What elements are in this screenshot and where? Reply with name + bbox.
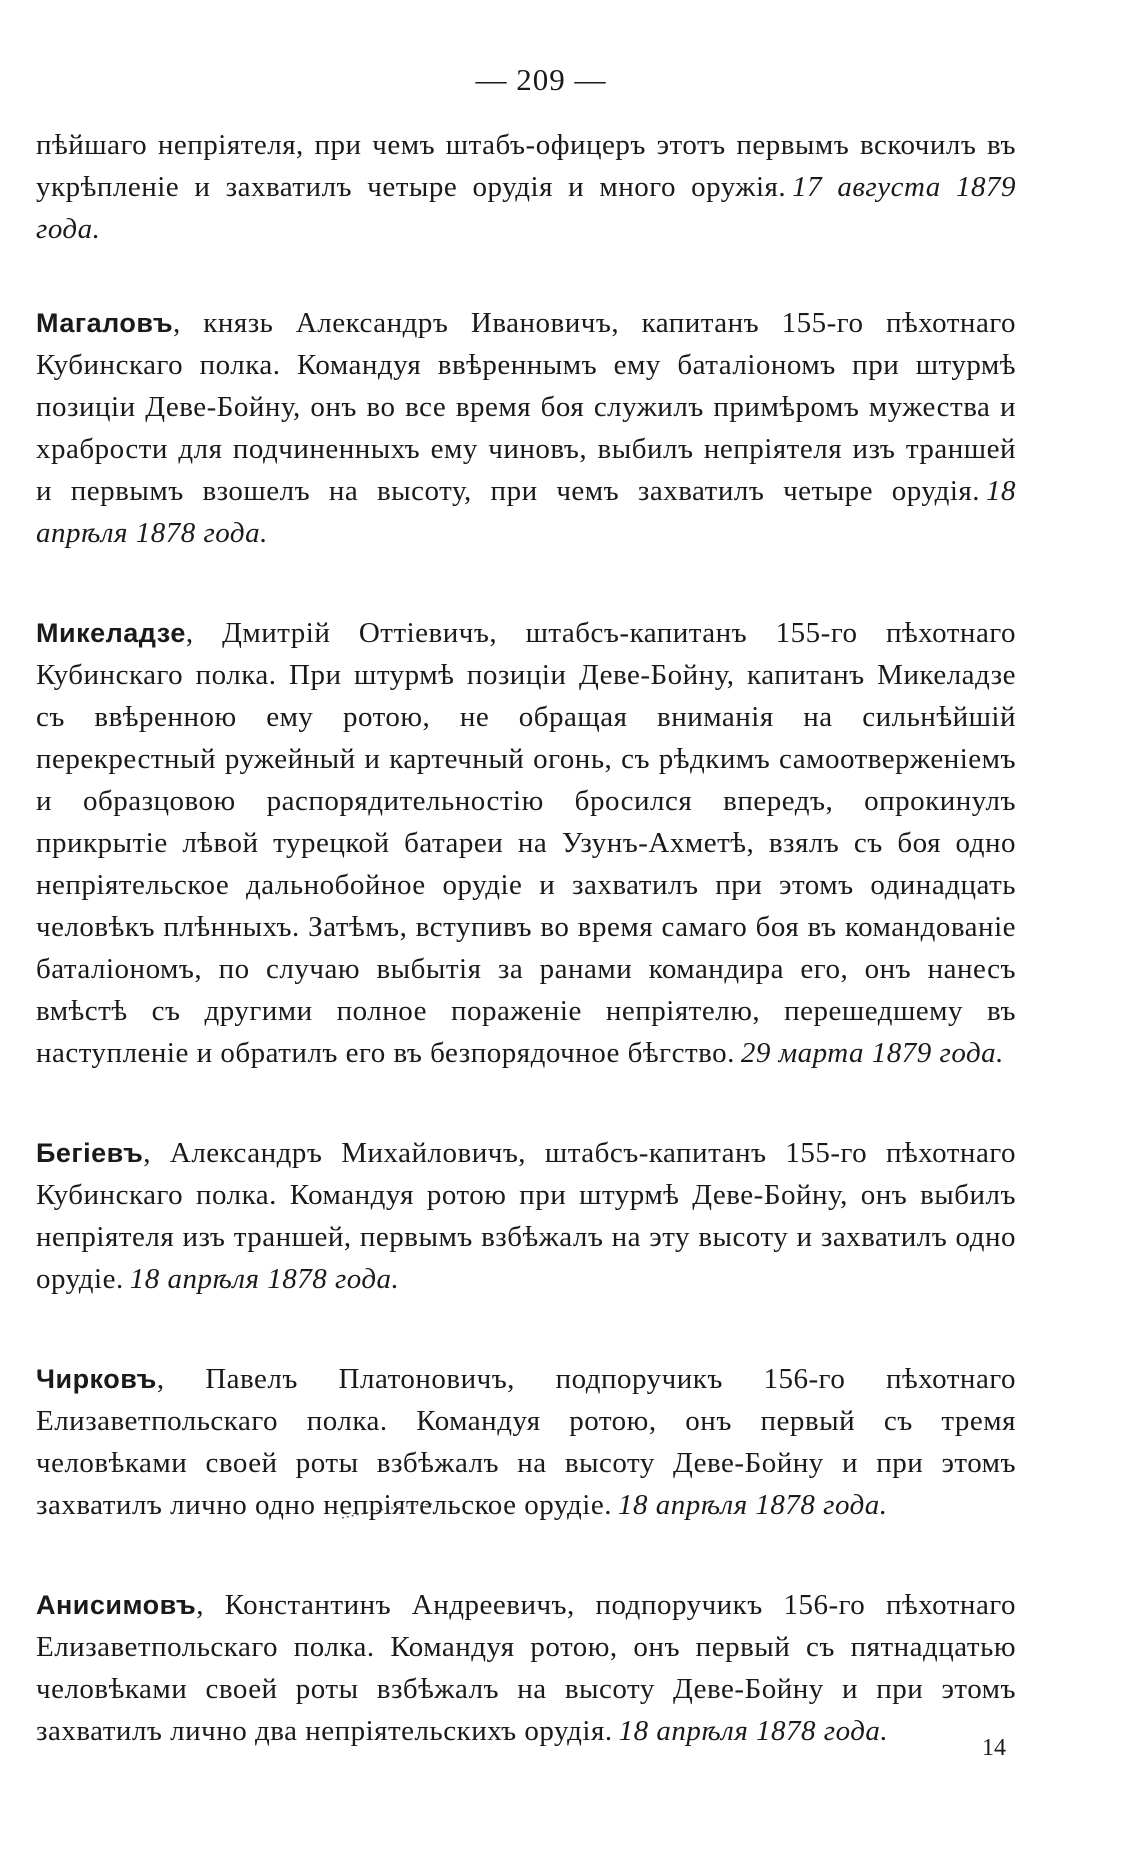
entry-name: Чирковъ [36, 1364, 157, 1394]
entry-date: 18 апрѣля 1878 года. [36, 475, 1016, 549]
entry-text: пѣйшаго непріятеля, при чемъ штабъ-офицеръ этотъ первымъ вскочилъ въ укрѣпленіе и захватилъ четыре орудія и много оружія. [36, 129, 1016, 203]
signature-number: 14 [982, 1735, 1006, 1761]
entry-name: Микеладзе [36, 618, 186, 648]
page-number: — 209 — [475, 62, 607, 97]
entry-name: Бегіевъ [36, 1138, 144, 1168]
document-page [36, 62, 1016, 1810]
entry-name: Магаловъ [36, 308, 173, 338]
entry-text: , Константинъ Андреевичъ, подпоручикъ 156-го пѣхотнаго Елизаветпольскаго полка. Командуя ротою, онъ первый съ пятнадцатью человѣками своей роты взбѣжалъ на высоту Деве-Бойну и при этомъ захватилъ лично два непріятельскихъ орудія. [36, 1589, 1016, 1747]
entry-date: 29 марта 1879 года. [740, 1037, 1004, 1069]
entry-text: , Александръ Михайловичъ, штабсъ-капитанъ 155-го пѣхотнаго Кубинскаго полка. Командуя ротою при штурмѣ Деве-Бойну, онъ выбилъ непріятеля изъ траншей, первымъ взбѣжалъ на эту высоту и захватилъ одно орудіе. [36, 1137, 1016, 1295]
entry-anisimov [36, 1584, 1016, 1752]
entry-date: 18 апрѣля 1878 года. [129, 1263, 400, 1295]
entry-text: , Дмитрій Оттіевичъ, штабсъ-капитанъ 155-го пѣхотнаго Кубинскаго полка. При штурмѣ позиціи Деве-Бойну, капитанъ Микеладзе съ ввѣренною ему ротою, не обращая вниманія на сильнѣйшій перекрестный ружейный и картечный огонь, съ рѣдкимъ самоотверженіемъ и образцовою распорядительностію бросился впередъ, опрокинулъ прикрытіе лѣвой турецкой батареи на Узунъ-Ахметѣ, взялъ съ боя одно непріятельское дальнобойное орудіе и захватилъ при этомъ одинадцать человѣкъ плѣнныхъ. Затѣмъ, вступивъ во время самаго боя въ командованіе баталіономъ, по случаю выбытія за ранами командира его, онъ нанесъ вмѣстѣ съ другими полное пораженіе непріятелю, перешедшему въ наступленіе и обратилъ его въ безпорядочное бѣгство. [36, 617, 1016, 1069]
entry-continuation [36, 124, 1016, 250]
entry-magalov [36, 302, 1016, 554]
entry-chirkov [36, 1358, 1016, 1526]
entry-date: 17 августа 1879 года. [36, 171, 1016, 245]
entry-date: 18 апрѣля 1878 года. [617, 1489, 888, 1521]
entry-name: Анисимовъ [36, 1590, 197, 1620]
entry-text: , князь Александръ Ивановичъ, капитанъ 155-го пѣхотнаго Кубинскаго полка. Командуя ввѣреннымъ ему баталіономъ при штурмѣ позиціи Деве-Бойну, онъ во все время боя служилъ примѣромъ мужества и храбрости для подчиненныхъ ему чиновъ, выбилъ непріятеля изъ траншей и первымъ взошелъ на высоту, при чемъ захватилъ четыре орудія. [36, 307, 1016, 507]
entry-begiev [36, 1132, 1016, 1300]
entry-text: , Павелъ Платоновичъ, подпоручикъ 156-го пѣхотнаго Елизаветпольскаго полка. Командуя ротою, онъ первый съ тремя человѣками своей роты взбѣжалъ на высоту Деве-Бойну и при этомъ захватилъ лично одно непріятельское орудіе. [36, 1363, 1016, 1521]
entry-date: 18 апрѣля 1878 года. [618, 1715, 889, 1747]
ink-smudge [340, 1502, 435, 1520]
entry-mikeladze [36, 612, 1016, 1074]
